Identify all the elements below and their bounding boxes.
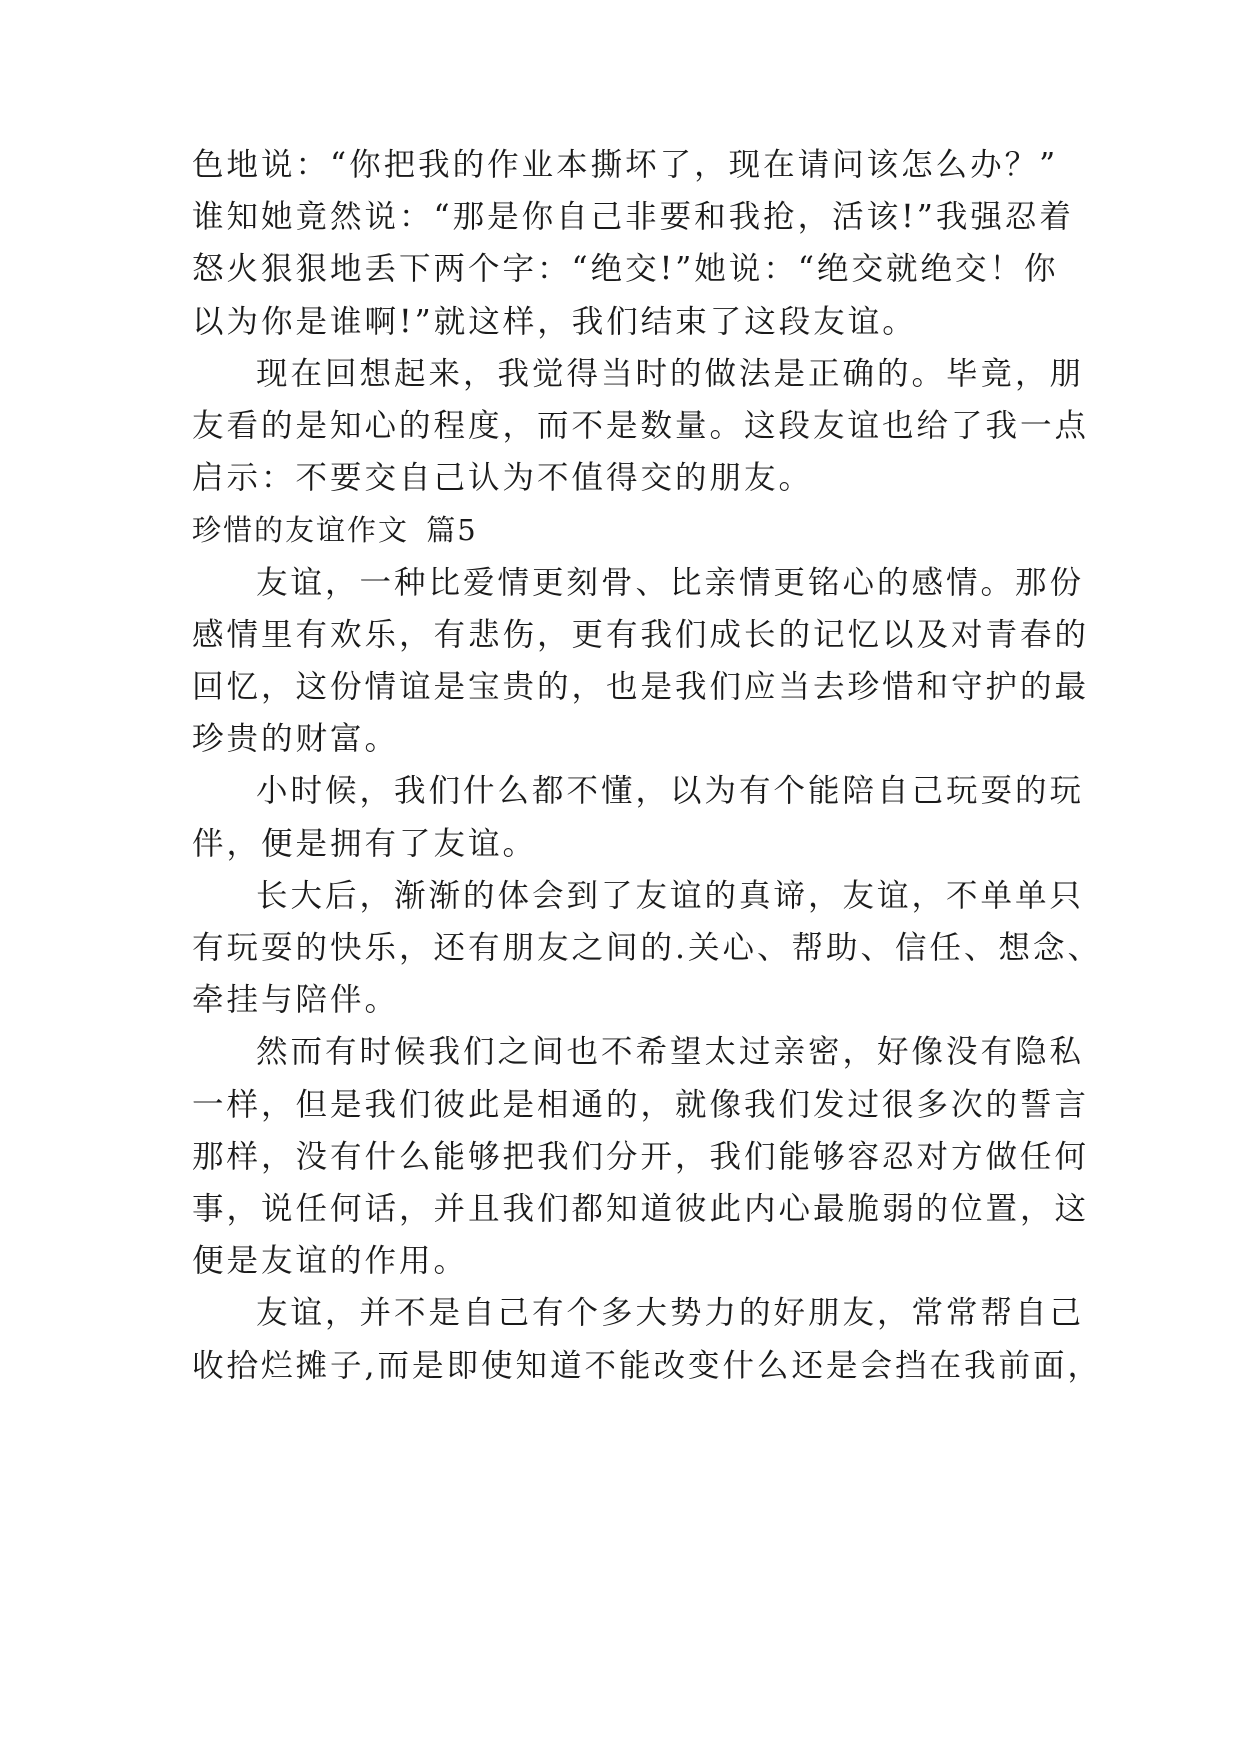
text-line: 友看的是知心的程度，而不是数量。这段友谊也给了我一点	[192, 408, 1090, 444]
text-line: 以为你是谁啊!”就这样，我们结束了这段友谊。	[192, 304, 917, 340]
text-line: 有玩耍的快乐，还有朋友之间的.关心、帮助、信任、想念、	[192, 930, 1103, 966]
text-line: 色地说：“你把我的作业本撕坏了，现在请问该怎么办？”	[192, 147, 1059, 183]
paragraph-first-line: 友谊，一种比爱情更刻骨、比亲情更铭心的感情。那份	[256, 565, 1085, 601]
text-line: 事，说任何话，并且我们都知道彼此内心最脆弱的位置，这	[192, 1191, 1090, 1227]
section-heading: 珍惜的友谊作文 篇5	[192, 513, 478, 547]
text-line: 回忆，这份情谊是宝贵的，也是我们应当去珍惜和守护的最	[192, 669, 1090, 705]
text-line: 怒火狠狠地丢下两个字：“绝交!”她说：“绝交就绝交！你	[192, 251, 1059, 287]
text-line: 启示：不要交自己认为不值得交的朋友。	[192, 460, 814, 496]
text-line: 珍贵的财富。	[192, 721, 400, 757]
text-line: 收拾烂摊子,而是即使知道不能改变什么还是会挡在我前面，	[192, 1348, 1103, 1384]
paragraph-first-line: 现在回想起来，我觉得当时的做法是正确的。毕竟，朋	[256, 356, 1085, 392]
paragraph-first-line: 友谊，并不是自己有个多大势力的好朋友，常常帮自己	[256, 1295, 1085, 1331]
text-line: 一样，但是我们彼此是相通的，就像我们发过很多次的誓言	[192, 1087, 1090, 1123]
text-line: 感情里有欢乐，有悲伤，更有我们成长的记忆以及对青春的	[192, 617, 1090, 653]
text-line: 伴，便是拥有了友谊。	[192, 826, 538, 862]
paragraph-first-line: 小时候，我们什么都不懂，以为有个能陪自己玩耍的玩	[256, 773, 1085, 809]
text-line: 谁知她竟然说：“那是你自己非要和我抢，活该!”我强忍着	[192, 199, 1074, 235]
text-line: 牵挂与陪伴。	[192, 982, 400, 1018]
paragraph-first-line: 然而有时候我们之间也不希望太过亲密，好像没有隐私	[256, 1034, 1085, 1070]
text-line: 那样，没有什么能够把我们分开，我们能够容忍对方做任何	[192, 1139, 1090, 1175]
paragraph-first-line: 长大后，渐渐的体会到了友谊的真谛，友谊，不单单只	[256, 878, 1085, 914]
text-line: 便是友谊的作用。	[192, 1243, 469, 1279]
